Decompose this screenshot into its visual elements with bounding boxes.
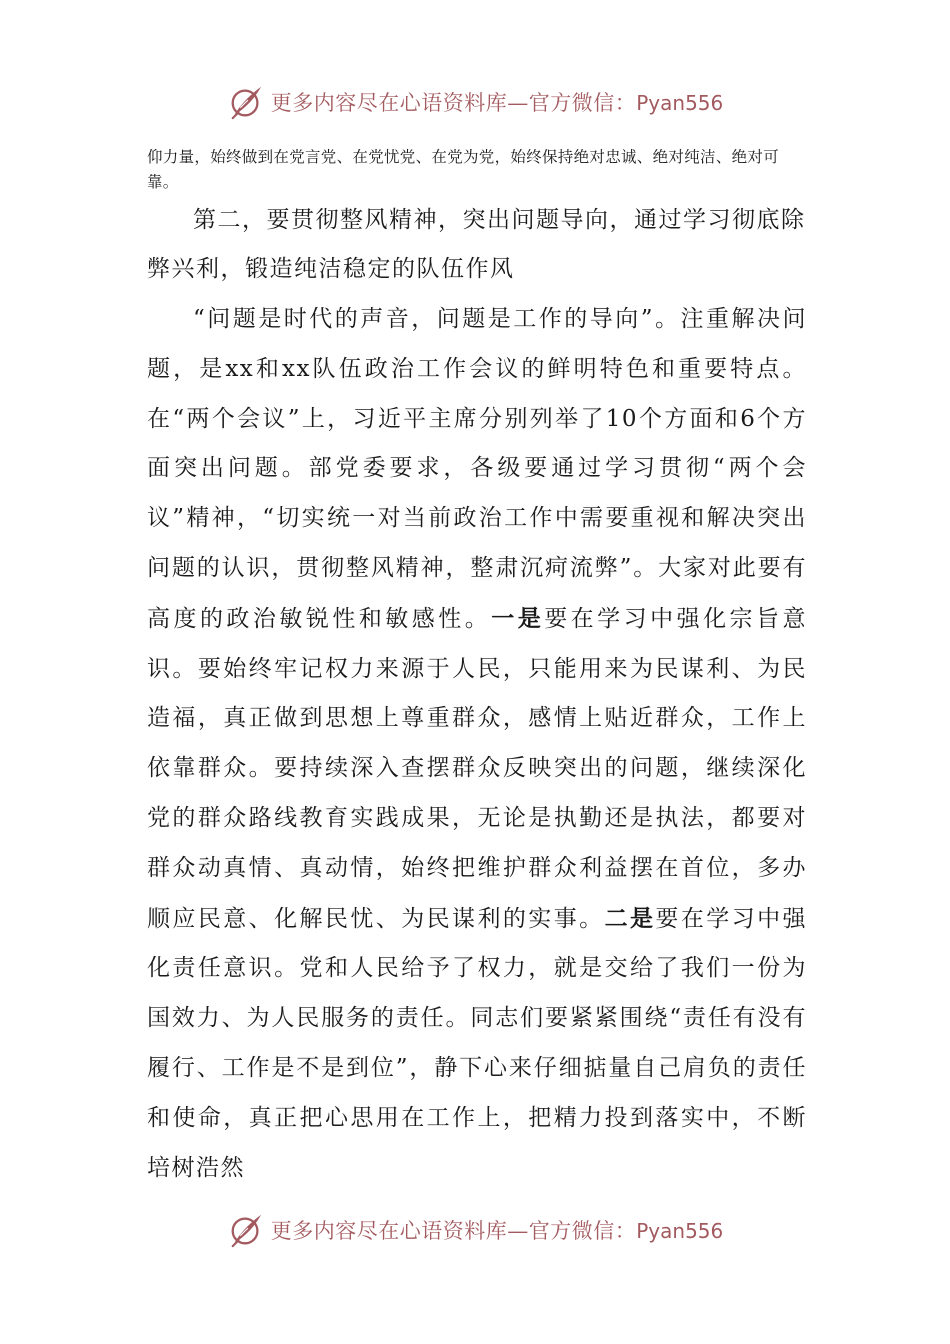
header-banner-text: 更多内容尽在心语资料库—官方微信：Pyan556 [270, 91, 724, 115]
body-bold-marker-1: 一是 [491, 604, 545, 632]
footer-banner-content [227, 1211, 724, 1249]
body-bold-marker-2: 二是 [604, 904, 656, 932]
body-text-part-2: 要在学习中强化宗旨意识。要始终牢记权力来源于人民，只能用来为民谋利、为民造福，真正做到思想上尊重群众，感情上贴近群众，工作上依靠群众。要持续深入查摆群众反映突出的问题，继续深化党的群众路线教育实践成果，无论是执勤还是执法，都要对群众动真情、真动情，始终把维护群众利益摆在首位，多办顺应民意、化解民忧、为民谋利的实事。 [147, 605, 808, 932]
footer-banner [0, 1208, 950, 1252]
lead-paragraph: 仰力量，始终做到在党言党、在党忧党、在党为党，始终保持绝对忠诚、绝对纯洁、绝对可靠。 [147, 148, 780, 191]
body-paragraph [147, 295, 807, 1193]
body-text-part-1: “问题是时代的声音，问题是工作的导向”。注重解决问题，是xx和xx队伍政治工作会议的鲜明特色和重要特点。在“两个会议”上，习近平主席分别列举了10个方面和6个方面突出问题。部党委要求，各级要通过学习贯彻“两个会议”精神，“切实统一对当前政治工作中需要重视和解决突出问题的认识，贯彻整风精神，整肃沉疴流弊”。大家对此要有高度的政治敏锐性和敏感性。 [147, 306, 807, 632]
header-banner [0, 80, 950, 124]
header-wechat-id: Pyan556 [636, 91, 724, 115]
section-heading: 第二，要贯彻整风精神，突出问题导向，通过学习彻底除弊兴利，锻造纯洁稳定的队伍作风 [147, 207, 806, 282]
footer-wechat-id: Pyan556 [636, 1219, 724, 1243]
footer-banner-text: 更多内容尽在心语资料库—官方微信：Pyan556 [270, 1219, 724, 1243]
quill-pen-icon [227, 83, 265, 121]
header-banner-content [227, 83, 724, 121]
body-text-part-3: 要在学习中强化责任意识。党和人民给予了权力，就是交给了我们一份为国效力、为人民服务的责任。同志们要紧紧围绕“责任有没有履行、工作是不是到位”，静下心来仔细掂量自己肩负的责任和使命，真正把心思用在工作上，把精力投到落实中，不断培树浩然 [147, 905, 808, 1181]
quill-pen-icon [227, 1211, 265, 1249]
